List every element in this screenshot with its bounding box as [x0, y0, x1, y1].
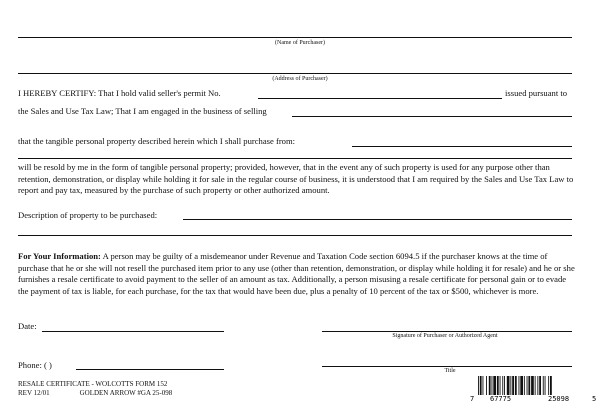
barcode-bar — [510, 376, 511, 395]
barcode-bar — [519, 376, 520, 395]
info-heading: For Your Information: — [18, 251, 101, 261]
barcode-right-group: 25098 — [548, 395, 570, 402]
barcode-bar — [543, 376, 544, 395]
info-paragraph — [18, 251, 578, 297]
barcode-bar — [515, 376, 517, 395]
certify-line-1-end: issued pursuant to — [505, 88, 568, 98]
barcode-bar — [527, 376, 528, 395]
seller-name-line[interactable] — [352, 146, 572, 147]
barcode-bar — [524, 376, 525, 395]
barcode-bar — [512, 376, 514, 395]
barcode-bar — [483, 376, 484, 395]
date-line[interactable] — [42, 331, 224, 332]
business-type-line[interactable] — [292, 116, 572, 117]
barcode — [470, 376, 598, 402]
phone-line[interactable] — [76, 369, 224, 370]
purchaser-address-caption: (Address of Purchaser) — [272, 76, 328, 82]
purchaser-name-caption: (Name of Purchaser) — [275, 40, 325, 46]
barcode-bar — [493, 376, 496, 395]
barcode-bar — [478, 376, 479, 395]
barcode-left-group: 67775 — [490, 395, 512, 402]
certify-line-2: the Sales and Use Tax Law; That I am engaged in the business of selling — [18, 106, 267, 116]
description-line-2[interactable] — [18, 235, 572, 236]
barcode-check-digit: 5 — [592, 395, 597, 402]
certify-paragraph: will be resold by me in the form of tangible personal property; provided, however, that in the event any of such property is used for any purpose other than retention, demonstration, or display while holding it for sale in the regular course of business, it is understood that I am required by the Sales and Use Tax Law to report and pay tax, measured by the purchase of such property or other authorized amount. — [18, 162, 574, 196]
barcode-bar — [500, 376, 501, 395]
barcode-bar — [507, 376, 510, 395]
seller-name-line-2[interactable] — [18, 158, 572, 159]
form-brand: GOLDEN ARROW #GA 25-098 — [79, 389, 173, 397]
barcode-bar — [520, 376, 523, 395]
barcode-bar — [539, 376, 541, 395]
date-label: Date: — [18, 321, 37, 331]
barcode-bar — [537, 376, 538, 395]
title-line[interactable] — [322, 366, 572, 367]
form-name: RESALE CERTIFICATE - WOLCOTTS FORM 152 — [18, 380, 168, 388]
barcode-bar — [545, 376, 546, 395]
signature-line[interactable] — [322, 331, 572, 332]
barcode-bar — [531, 376, 534, 395]
barcode-bar — [492, 376, 493, 395]
permit-number-line[interactable] — [258, 98, 502, 99]
barcode-bar — [486, 376, 487, 395]
title-caption: Title — [444, 368, 456, 374]
barcode-lead-digit: 7 — [470, 395, 475, 402]
signature-caption: Signature of Purchaser or Authorized Agent — [392, 333, 498, 339]
footer-second-row — [18, 389, 172, 398]
barcode-bar — [489, 376, 491, 395]
barcode-bars — [478, 376, 552, 395]
barcode-bar — [528, 376, 530, 395]
purchaser-address-line[interactable] — [18, 73, 572, 74]
barcode-bar — [548, 376, 549, 395]
barcode-bar — [480, 376, 482, 395]
form-footer — [18, 380, 172, 398]
barcode-bar — [535, 376, 536, 395]
certify-line-3: that the tangible personal property described herein which I shall purchase from: — [18, 136, 296, 146]
description-line-1[interactable] — [183, 219, 572, 220]
purchaser-name-line[interactable] — [18, 37, 572, 38]
barcode-bar — [502, 376, 503, 395]
description-label: Description of property to be purchased: — [18, 210, 158, 220]
certify-line-1-start: I HEREBY CERTIFY: That I hold valid seller's permit No. — [18, 88, 221, 98]
form-revision: REV 12/01 — [18, 389, 50, 397]
barcode-bar — [550, 376, 552, 395]
phone-label: Phone: ( ) — [18, 360, 52, 370]
info-body: A person may be guilty of a misdemeanor under Revenue and Taxation Code section 6094.5 if the purchaser knows at the time of purchase that he or she will not resell the purchased item prior to any use (other than retention, demonstration, or display while holding it for resale) and he or she furnishes a resale certificate to avoid payment to the seller of an amount as tax. Additionally, a person misusing a resale certificate for personal gain or to evade the payment of tax is liable, for each purchase, for the tax that would have been due, plus a penalty of 10 percent of the tax or $500, whichever is more. — [18, 251, 575, 296]
barcode-bar — [497, 376, 499, 395]
barcode-bar — [504, 376, 505, 395]
